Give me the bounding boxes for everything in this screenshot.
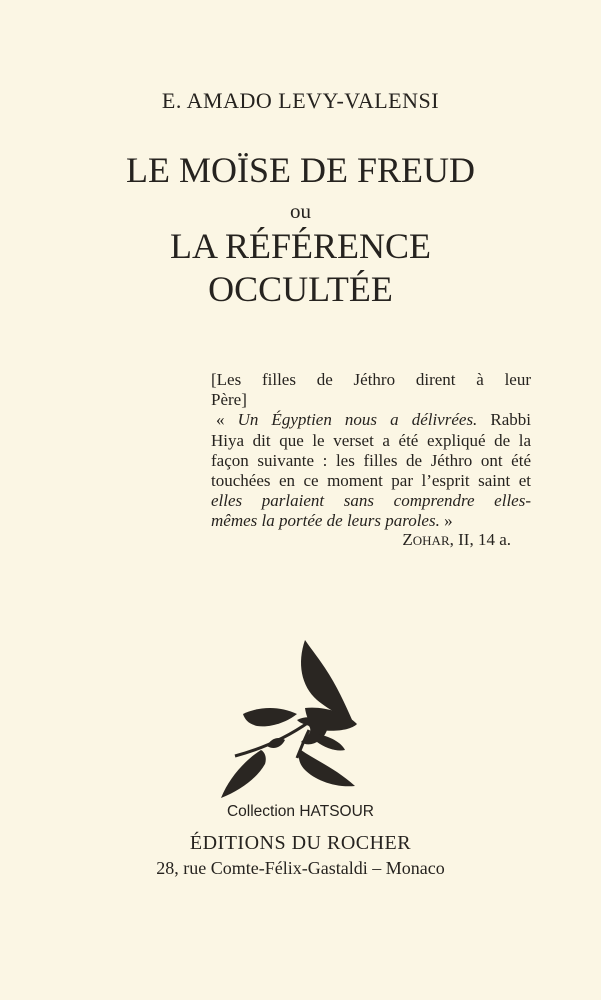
source-initial: Z — [402, 530, 413, 549]
epigraph-italic: Un Égyptien nous a délivrées. — [237, 410, 478, 430]
epigraph-italic: mêmes la portée de leurs paroles. — [211, 511, 440, 531]
title-line-3: OCCULTÉE — [208, 269, 393, 309]
author-name: E. AMADO LEVY-VALENSI — [161, 88, 440, 113]
collection-name: Collection HATSOUR — [226, 803, 374, 820]
epigraph-line: façon suivante : les filles de Jéthro ont été — [211, 450, 531, 470]
epigraph-line: touchées en ce moment par l’esprit saint et — [211, 471, 531, 491]
epigraph-text: Rabbi — [477, 410, 531, 430]
hatsour-leaf-emblem-icon — [205, 638, 385, 803]
epigraph-line: elles parlaient sans comprendre elles- — [211, 491, 531, 511]
epigraph-source — [211, 530, 511, 550]
epigraph-line: [Les filles de Jéthro dirent à leur — [211, 370, 531, 389]
publisher-name: ÉDITIONS DU ROCHER — [189, 832, 412, 854]
publisher-address: 28, rue Comte-Félix-Gastaldi – Monaco — [156, 858, 445, 878]
title-line-1: LE MOÏSE DE FREUD — [126, 150, 475, 190]
epigraph-line — [211, 410, 531, 430]
epigraph — [211, 370, 531, 532]
epigraph-line: Hiya dit que le verset a été expliqué de la — [211, 430, 531, 450]
quote-close: » — [439, 511, 453, 531]
source-smallcaps: OHAR — [412, 533, 450, 548]
quote-open: « — [216, 410, 238, 430]
title-line-2: LA RÉFÉRENCE — [169, 226, 432, 266]
source-reference: , II, 14 a. — [449, 530, 511, 549]
title-connector: ou — [290, 199, 311, 223]
epigraph-line: Père] — [211, 390, 247, 410]
epigraph-line — [211, 511, 531, 531]
